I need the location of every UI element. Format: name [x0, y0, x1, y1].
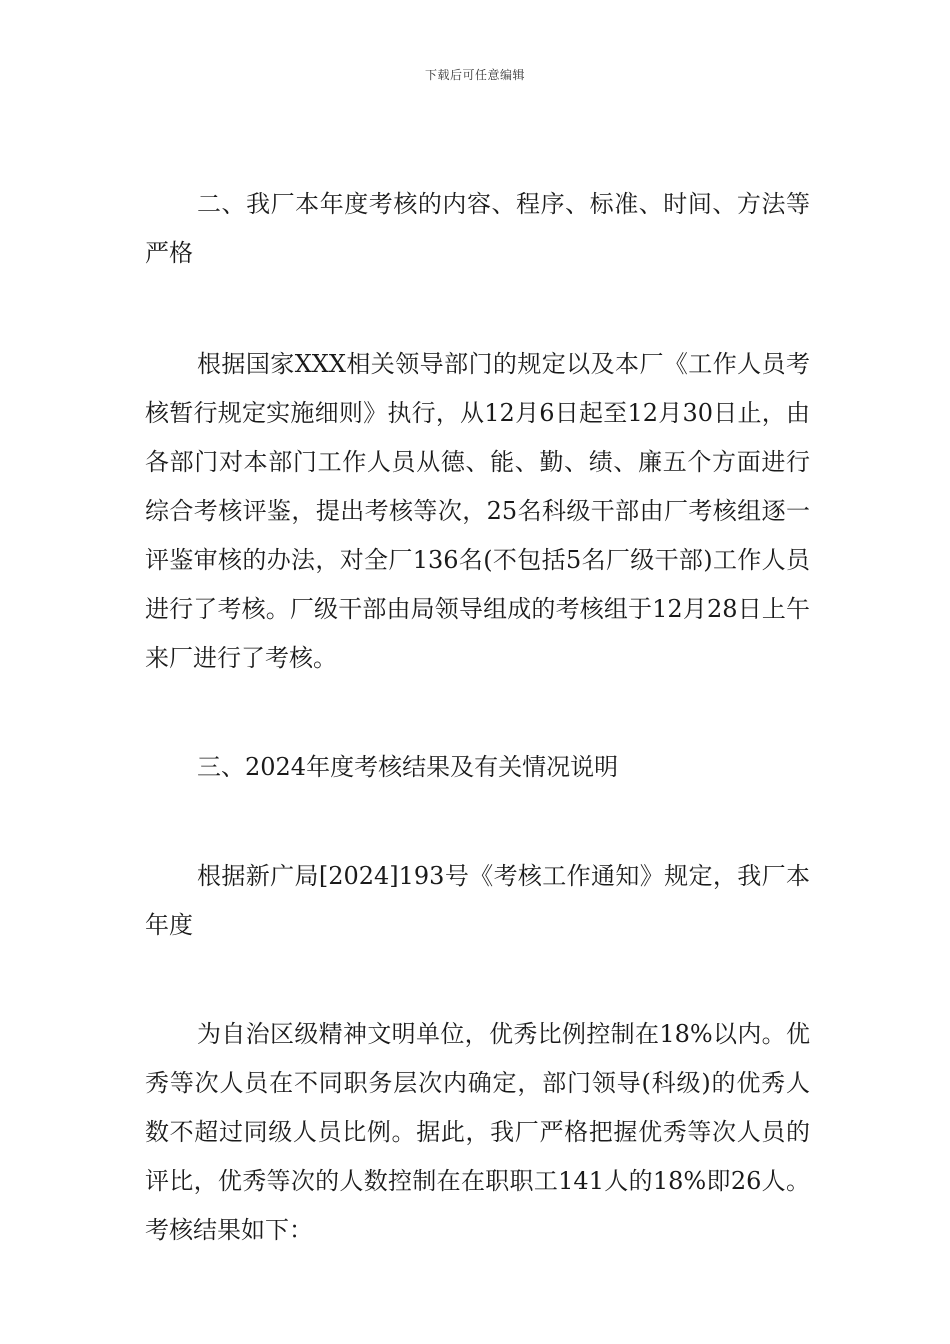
- body-paragraph-results: 为自治区级精神文明单位，优秀比例控制在18%以内。优秀等次人员在不同职务层次内确定，部门领导(科级)的优秀人数不超过同级人员比例。据此，我厂严格把握优秀等次人员的评比，优秀等次的人数控制在在职职工141人的18%即26人。考核结果如下：: [145, 1020, 810, 1244]
- body-paragraph-assessment-process: 根据国家XXX相关领导部门的规定以及本厂《工作人员考核暂行规定实施细则》执行，从12月6日起至12月30日止，由各部门对本部门工作人员从德、能、勤、绩、廉五个方面进行综合考核评鉴，提出考核等次，25名科级干部由厂考核组逐一评鉴审核的办法，对全厂136名(不包括5名厂级干部)工作人员进行了考核。厂级干部由局领导组成的考核组于12月28日上午来厂进行了考核。: [145, 350, 810, 672]
- header-note: 下载后可任意编辑: [424, 68, 525, 82]
- paragraph-spacer: [145, 950, 810, 1010]
- document-body: [145, 180, 810, 1255]
- paragraph-spacer: [145, 792, 810, 852]
- body-paragraph-notice: 根据新广局[2024]193号《考核工作通知》规定，我厂本年度: [145, 862, 810, 939]
- paragraph-spacer: [145, 278, 810, 340]
- paragraph-spacer: [145, 683, 810, 743]
- section-heading-three: 三、2024年度考核结果及有关情况说明: [197, 753, 619, 781]
- section-heading-two: 二、我厂本年度考核的内容、程序、标准、时间、方法等严格: [145, 190, 810, 267]
